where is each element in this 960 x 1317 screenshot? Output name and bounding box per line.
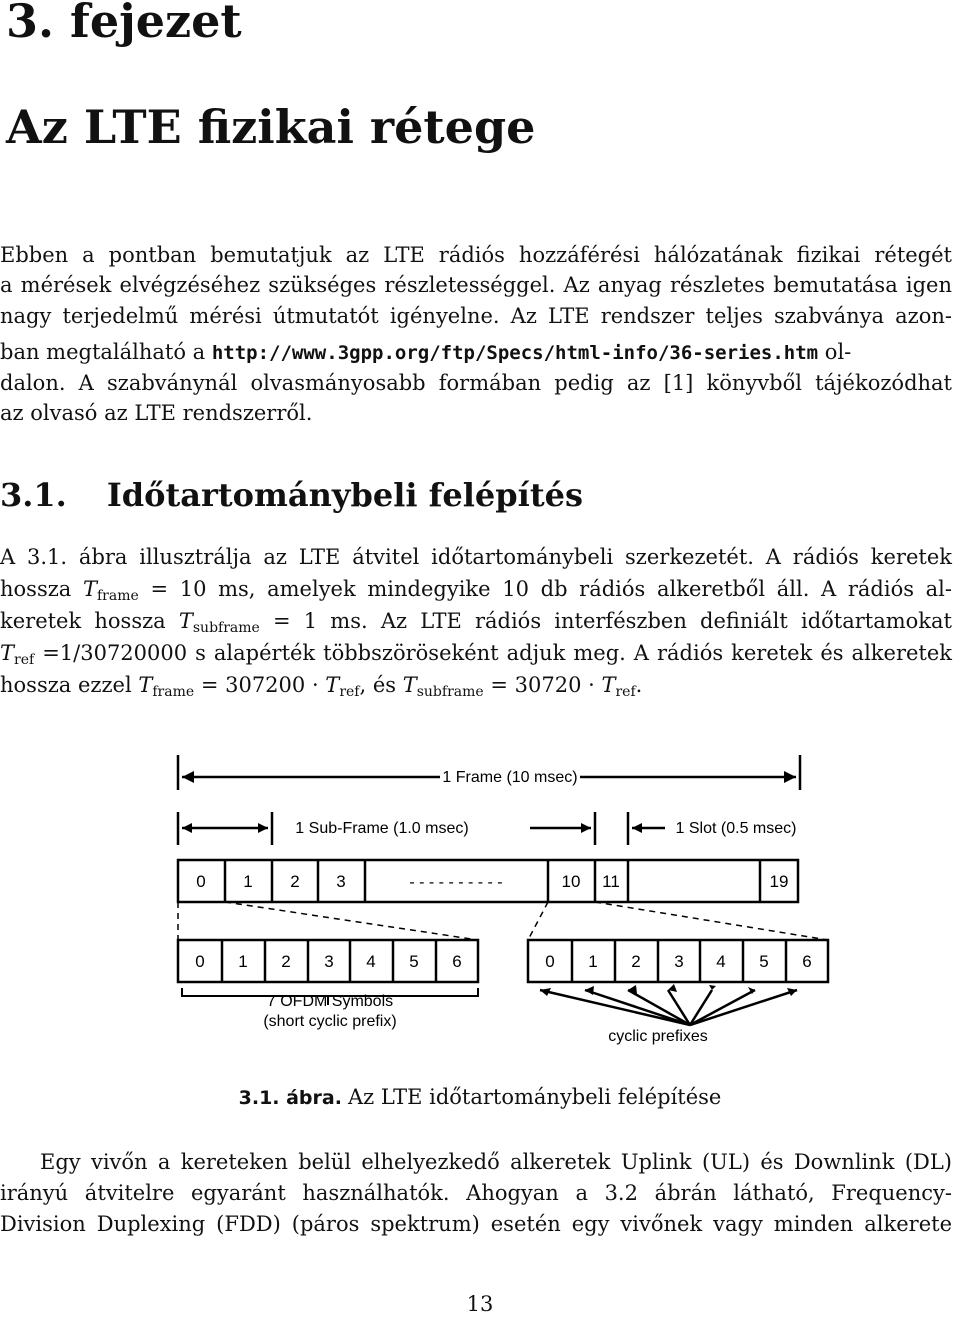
subscript: frame xyxy=(152,684,195,700)
subscript: subframe xyxy=(416,684,484,700)
para-line: A 3.1. ábra illusztrálja az LTE átvitel időtartománybeli szerkezetét. A rádiós keretek xyxy=(0,545,952,569)
para-text: =1/30720000 s alapérték többszöröseként adjuk meg. A rádiós keretek és alkeretek xyxy=(34,641,952,665)
subscript: frame xyxy=(97,588,139,604)
slot-label: 1 Slot (0.5 msec) xyxy=(675,820,797,837)
slot-index: 3 xyxy=(336,872,346,891)
ofdm-symbol-index: 3 xyxy=(674,952,684,971)
intro-text: ol- xyxy=(818,340,852,364)
spec-url-link[interactable]: http://www.3gpp.org/ftp/Specs/html-info/36-series.htm xyxy=(211,342,819,364)
para-text: = 307200 · xyxy=(194,673,326,697)
subframe-label: 1 Sub-Frame (1.0 msec) xyxy=(295,820,469,837)
ofdm-symbol-index: 6 xyxy=(802,952,812,971)
slot-index: 11 xyxy=(602,872,620,891)
ofdm-symbol-index: 6 xyxy=(452,952,462,971)
chapter-title: Az LTE fizikai rétege xyxy=(6,100,536,154)
outro-line: Egy vivőn a kereteken belül elhelyezkedő alkeretek Uplink (UL) és Downlink (DL) xyxy=(40,1150,952,1174)
slot-index: 2 xyxy=(290,872,300,891)
t-symbol: T xyxy=(0,641,15,665)
outro-line: irányú átvitelre egyaránt használhatók. Ahogyan a 3.2 ábrán látható, Frequency- xyxy=(0,1181,952,1205)
slot-index: 0 xyxy=(196,872,206,891)
slot-index: 19 xyxy=(769,872,789,891)
ofdm-symbol-index: 2 xyxy=(631,952,641,971)
ofdm-symbol-index: 5 xyxy=(409,952,419,971)
ofdm-symbol-index: 2 xyxy=(281,952,291,971)
caption-text: Az LTE időtartománybeli felépítése xyxy=(347,1085,722,1109)
intro-line: az olvasó az LTE rendszerről. xyxy=(0,401,313,425)
section-number: 3.1. xyxy=(0,476,67,514)
para-text: = 1 ms. Az LTE rádiós interfészben definiált időtartamokat xyxy=(259,609,952,633)
ofdm-symbol-index: 0 xyxy=(195,952,205,971)
section-title: Időtartománybeli felépítés xyxy=(106,476,583,514)
ofdm-symbol-index: 4 xyxy=(366,952,376,971)
subscript: subframe xyxy=(192,620,260,636)
frame-label: 1 Frame (10 msec) xyxy=(442,769,578,786)
t-symbol: T xyxy=(82,577,97,601)
para-text: hossza xyxy=(0,577,83,601)
para-text: . xyxy=(635,673,643,697)
ofdm-symbol-index: 1 xyxy=(238,952,248,971)
t-symbol: T xyxy=(325,673,340,697)
intro-line: dalon. A szabványnál olvasmányosabb formában pedig az [1] könyvből tájékozódhat xyxy=(0,371,952,395)
subscript: ref xyxy=(339,684,360,700)
intro-line: a mérések elvégzéséhez szükséges részletességgel. Az anyag részletes bemutatása igen xyxy=(0,273,952,297)
t-symbol: T xyxy=(178,609,193,633)
ofdm-note: (short cyclic prefix) xyxy=(263,1013,397,1030)
ofdm-symbol-index: 3 xyxy=(324,952,334,971)
t-symbol: T xyxy=(601,673,616,697)
chapter-label: 3. fejezet xyxy=(6,0,242,48)
para-text: keretek hossza xyxy=(0,609,179,633)
para-text: hossza ezzel xyxy=(0,673,139,697)
subscript: ref xyxy=(615,684,636,700)
intro-line: Ebben a pontban bemutatjuk az LTE rádiós hozzáférési hálózatának fizikai rétegét xyxy=(0,243,952,267)
caption-label: 3.1. ábra. xyxy=(238,1087,342,1109)
t-symbol: T xyxy=(402,673,417,697)
page-number: 13 xyxy=(466,1292,494,1316)
ofdm-symbol-index: 4 xyxy=(716,952,726,971)
para-text: = 30720 · xyxy=(483,673,602,697)
outro-line: Division Duplexing (FDD) (páros spektrum) esetén egy vivőnek vagy minden alkerete xyxy=(0,1212,952,1236)
subscript: ref xyxy=(14,652,35,668)
ofdm-symbol-index: 1 xyxy=(588,952,598,971)
ofdm-note: 7 OFDM Symbols xyxy=(266,993,394,1010)
para-text: = 10 ms, amelyek mindegyike 10 db rádiós alkeretből áll. A rádiós al- xyxy=(138,577,952,601)
ofdm-symbol-index: 5 xyxy=(759,952,769,971)
intro-line: nagy terjedelmű mérési útmutatót igényelne. Az LTE rendszer teljes szabványa azon- xyxy=(0,304,952,328)
para-text: , és xyxy=(359,673,403,697)
ofdm-symbol-index: 0 xyxy=(545,952,555,971)
t-symbol: T xyxy=(138,673,153,697)
slot-index: 10 xyxy=(561,872,581,891)
intro-text: ban megtalálható a xyxy=(0,340,212,364)
slot-index: 1 xyxy=(243,872,253,891)
figure-caption xyxy=(0,1085,960,1109)
slot-ellipsis: - - - - - - - - - - xyxy=(409,874,503,891)
cyclic-prefix-label: cyclic prefixes xyxy=(608,1028,708,1045)
